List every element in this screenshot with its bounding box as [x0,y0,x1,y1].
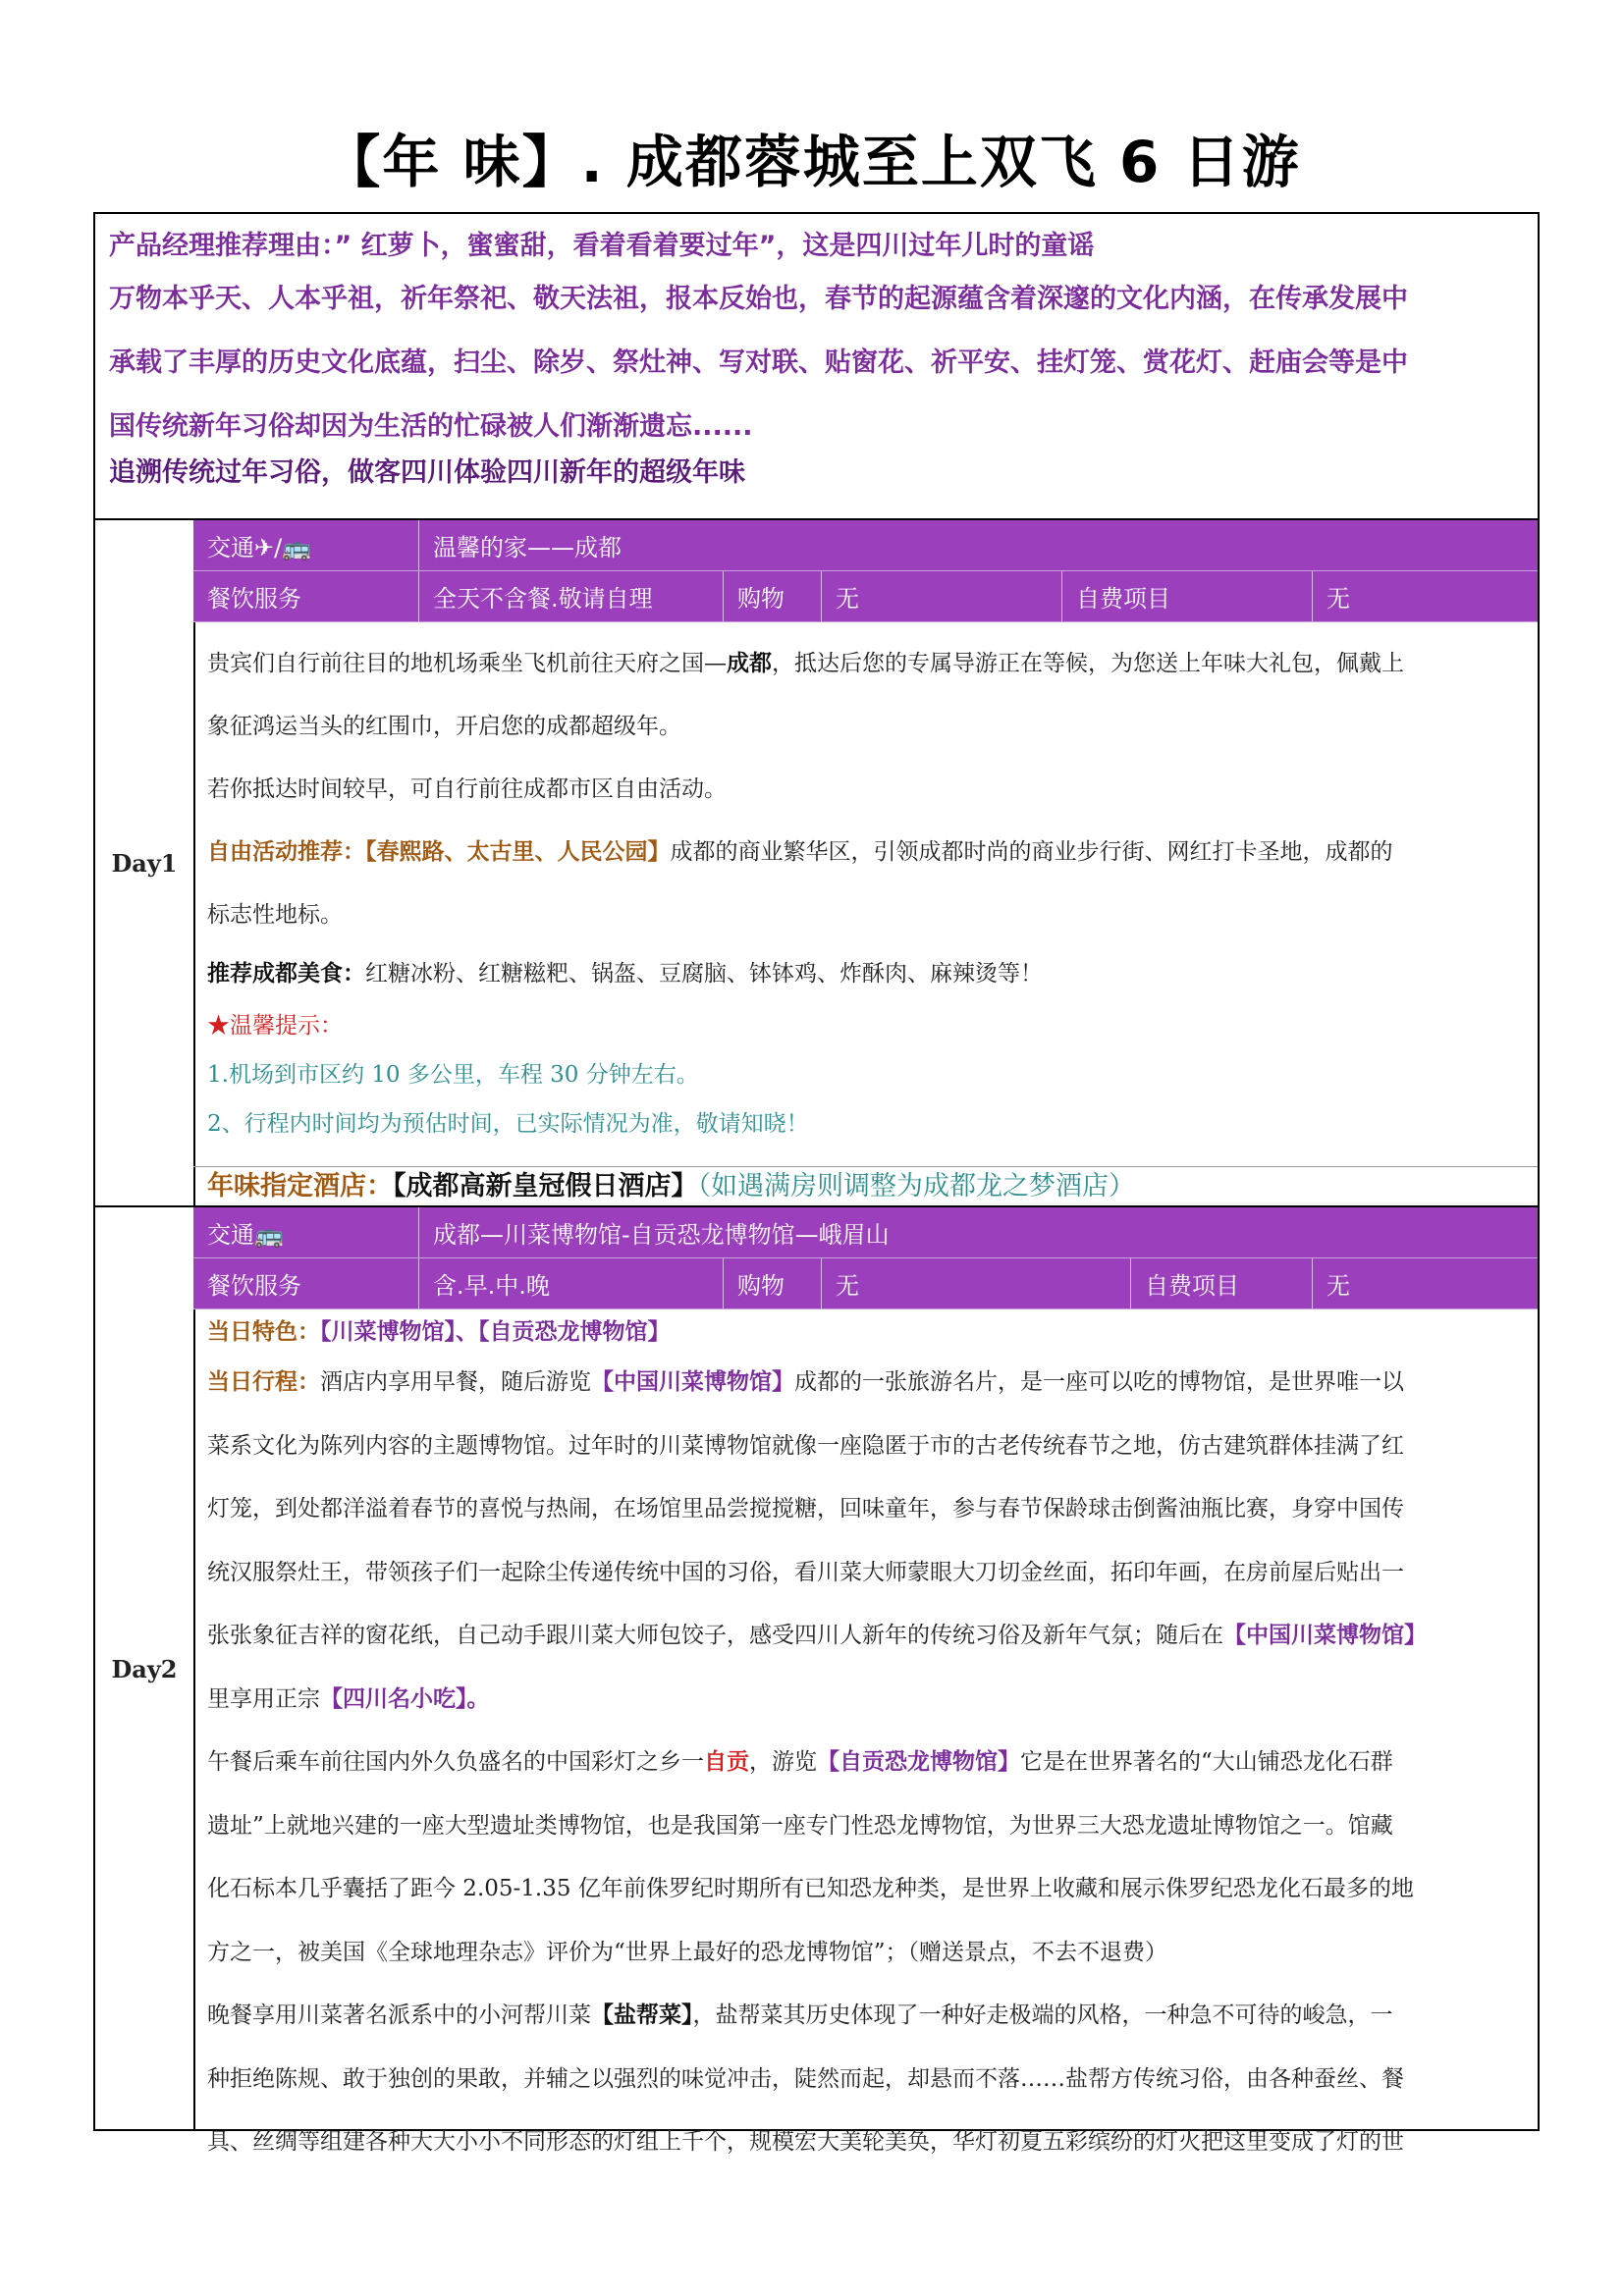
day1-hotel-note: （如遇满房则调整为成都龙之梦酒店） [697,1171,1135,1201]
day1-tip-title: ★温馨提示： [207,1013,343,1039]
day2-itin-a: 酒店内享用早餐，随后游览 [320,1369,591,1395]
day2-feature-label: 当日特色： [207,1319,320,1345]
intro-section [95,214,1538,518]
day2-label: Day2 [95,1207,195,2131]
day2-meal-bar [193,1258,1538,1309]
day2-l7d: 【自贡恐龙博物馆】 [817,1749,1020,1775]
day1-free-label: 自由活动推荐： [207,839,365,865]
day1-shopping-value: 无 [822,571,1062,621]
day1-extra-value: 无 [1326,585,1350,613]
day2-l7e: 它是在世界著名的“大山铺恐龙化石群 [1020,1749,1393,1775]
day2-l7a: 午餐后乘车前往国内外久负盛名的中国彩灯之乡一 [207,1749,704,1775]
day1-tip-1: 1.机场到市区约 10 多公里，车程 30 分钟左右。 [207,1062,699,1088]
day2-feature-value: 【川菜博物馆】、【自贡恐龙博物馆】 [320,1319,671,1345]
intro-slogan: 追溯传统过年习俗，做客四川体验四川新年的超级年味 [109,457,745,488]
day2-extra-value: 无 [1326,1272,1350,1300]
day2-line-9: 化石标本几乎囊括了距今 2.05-1.35 亿年前侏罗纪时期所有已知恐龙种类，是世界上收藏和展示侏罗纪恐龙化石最多的地 [207,1876,1414,1901]
day2-line-2: 菜系文化为陈列内容的主题博物馆。过年时的川菜博物馆就像一座隐匿于市的古老传统春节之地，仿古建筑群体挂满了红 [207,1432,1404,1459]
day2-line-3: 灯笼，到处都洋溢着春节的喜悦与热闹，在场馆里品尝搅搅糖，回味童年，参与春节保龄球击倒酱油瓶比赛，身穿中国传 [207,1496,1404,1522]
day1-shopping-label: 购物 [724,571,822,621]
day2-line-8: 遗址”上就地兴建的一座大型遗址类博物馆，也是我国第一座专门性恐龙博物馆，为世界三大恐龙遗址博物馆之一。馆藏 [207,1812,1393,1839]
day1-meal-bar [193,571,1538,622]
day2-l6b: 【四川名小吃】。 [320,1685,490,1712]
day2-line-6 [207,1668,1526,1732]
day1-p1c: ，抵达后您的专属导游正在等候，为您送上年味大礼包，佩戴上 [772,651,1404,676]
day2-shopping-label: 购物 [724,1258,822,1308]
day1-meal-value: 全天不含餐.敬请自理 [419,571,724,621]
day1-line-4 [207,821,1526,883]
day2-itin-c: 成都的一张旅游名片，是一座可以吃的博物馆，是世界唯一以 [794,1369,1404,1395]
day1-line-2: 象征鸿运当头的红围巾，开启您的成都超级年。 [207,714,681,739]
day1-content [193,520,1538,1205]
itinerary-frame [93,212,1540,2155]
day2-meal-value: 含.早.中.晚 [419,1258,724,1308]
day1-line-6 [207,946,1526,1001]
day1-free-rest: 成都的商业繁华区，引领成都时尚的商业步行街、网红打卡圣地，成都的 [670,839,1393,865]
day2-line-13: 具、丝绸等组建各种大大小小不同形态的灯组上千个，规模宏大美轮美奂，华灯初夏五彩缤纷的灯火把这里变成了灯的世 [207,2129,1404,2155]
day2-l11b: 【盐帮菜】 [591,2002,693,2028]
day2-l11c: ，盐帮菜其历史体现了一种好走极端的风格，一种急不可待的峻急，一 [692,2002,1393,2028]
day2-l7c: ，游览 [749,1749,817,1775]
day2-meal-label: 餐饮服务 [193,1258,419,1308]
day2-line-10: 方之一，被美国《全球地理杂志》评价为“世界上最好的恐龙博物馆”；（赠送景点，不去不退费） [207,1939,1168,1965]
day1-tip-2: 2、行程内时间均为预估时间，已实际情况为准，敬请知晓！ [207,1111,809,1137]
intro-paragraph [109,267,1524,458]
day1-description [207,632,1526,1148]
day1-route: 温馨的家——成都 [433,534,622,561]
day1-transport-label: 交通✈/🚌 [193,520,419,570]
day2-transport-label: 交通🚌 [193,1207,419,1257]
day1-p1b: 成都 [727,650,772,676]
day1-extra-label: 自费项目 [1062,571,1313,621]
intro-line-2: 承载了丰厚的历史文化底蕴，扫尘、除岁、祭灶神、写对联、贴窗花、祈平安、挂灯笼、赏花灯、赶庙会等是中 [109,347,1408,378]
day2-shopping-value: 无 [822,1258,1131,1308]
day1-free-places: 【春熙路、太古里、人民公园】 [365,839,671,865]
day1-p1a: 贵宾们自行前往目的地机场乘坐飞机前往天府之国— [207,651,727,676]
day2-l11a: 晚餐享用川菜著名派系中的小河帮川菜 [207,2002,591,2028]
day2-feature-row [207,1313,1526,1351]
day2-itin-b: 【中国川菜博物馆】 [591,1369,794,1395]
day2-l7b: 自贡 [704,1748,749,1775]
day2-itin-label: 当日行程： [207,1369,320,1395]
day2-description [207,1351,1526,2174]
day2-route: 成都—川菜博物馆-自贡恐龙博物馆—峨眉山 [433,1221,890,1249]
day1-food-rest: 红糖冰粉、红糖糍粑、锅盔、豆腐脑、钵钵鸡、炸酥肉、麻辣烫等！ [365,961,1043,987]
day2-extra-label: 自费项目 [1131,1258,1313,1308]
day2-section [95,1205,1538,2155]
day2-content [193,1207,1538,2155]
day1-meal-label: 餐饮服务 [193,571,419,621]
day2-line-5 [207,1604,1526,1668]
day2-l5a: 张张象征吉祥的窗花纸，自己动手跟川菜大师包饺子，感受四川人新年的传统习俗及新年气氛；随后在 [207,1623,1223,1648]
day1-food-label: 推荐成都美食： [207,960,365,987]
intro-lead: 产品经理推荐理由：” 红萝卜，蜜蜜甜，看着看着要过年”，这是四川过年儿时的童谣 [109,231,1095,261]
day2-line-4: 统汉服祭灶王，带领孩子们一起除尘传递传统中国的习俗，看川菜大师蒙眼大刀切金丝面，拓印年画，在房前屋后贴出一 [207,1559,1404,1585]
day2-l6a: 里享用正宗 [207,1685,320,1712]
day1-hotel-label: 年味指定酒店： [207,1171,393,1201]
intro-line-1: 万物本乎天、人本乎祖，祈年祭祀、敬天法祖，报本反始也，春节的起源蕴含着深邃的文化内涵，在传承发展中 [109,284,1408,314]
day2-line-12: 种拒绝陈规、敢于独创的果敢，并辅之以强烈的味觉冲击，陡然而起，却悬而不落……盐帮方传统习俗，由各种蚕丝、餐 [207,2065,1404,2092]
day2-line-11 [207,1984,1526,2048]
day1-line-5: 标志性地标。 [207,902,343,928]
day1-hotel-name: 【成都高新皇冠假日酒店】 [393,1171,698,1201]
day1-label: Day1 [95,520,195,1205]
day1-section [95,518,1538,1205]
day2-line-7 [207,1731,1526,1794]
day2-transport-bar [193,1207,1538,1258]
day2-l5b: 【中国川菜博物馆】 [1223,1623,1427,1648]
day2-line-1 [207,1351,1526,1415]
intro-line-3: 国传统新年习俗却因为生活的忙碌被人们渐渐遗忘...... [109,411,753,442]
page-title: 【年 味】. 成都蓉城至上双飞 6 日游 [323,129,1301,195]
day2-feature-line [207,1313,1526,1351]
day1-hotel-divider [193,1166,1538,1167]
day1-hotel-line [207,1168,1526,1205]
day1-line-3: 若你抵达时间较早，可自行前往成都市区自由活动。 [207,776,727,802]
day1-line-1 [207,632,1526,695]
day1-transport-bar [193,520,1538,571]
